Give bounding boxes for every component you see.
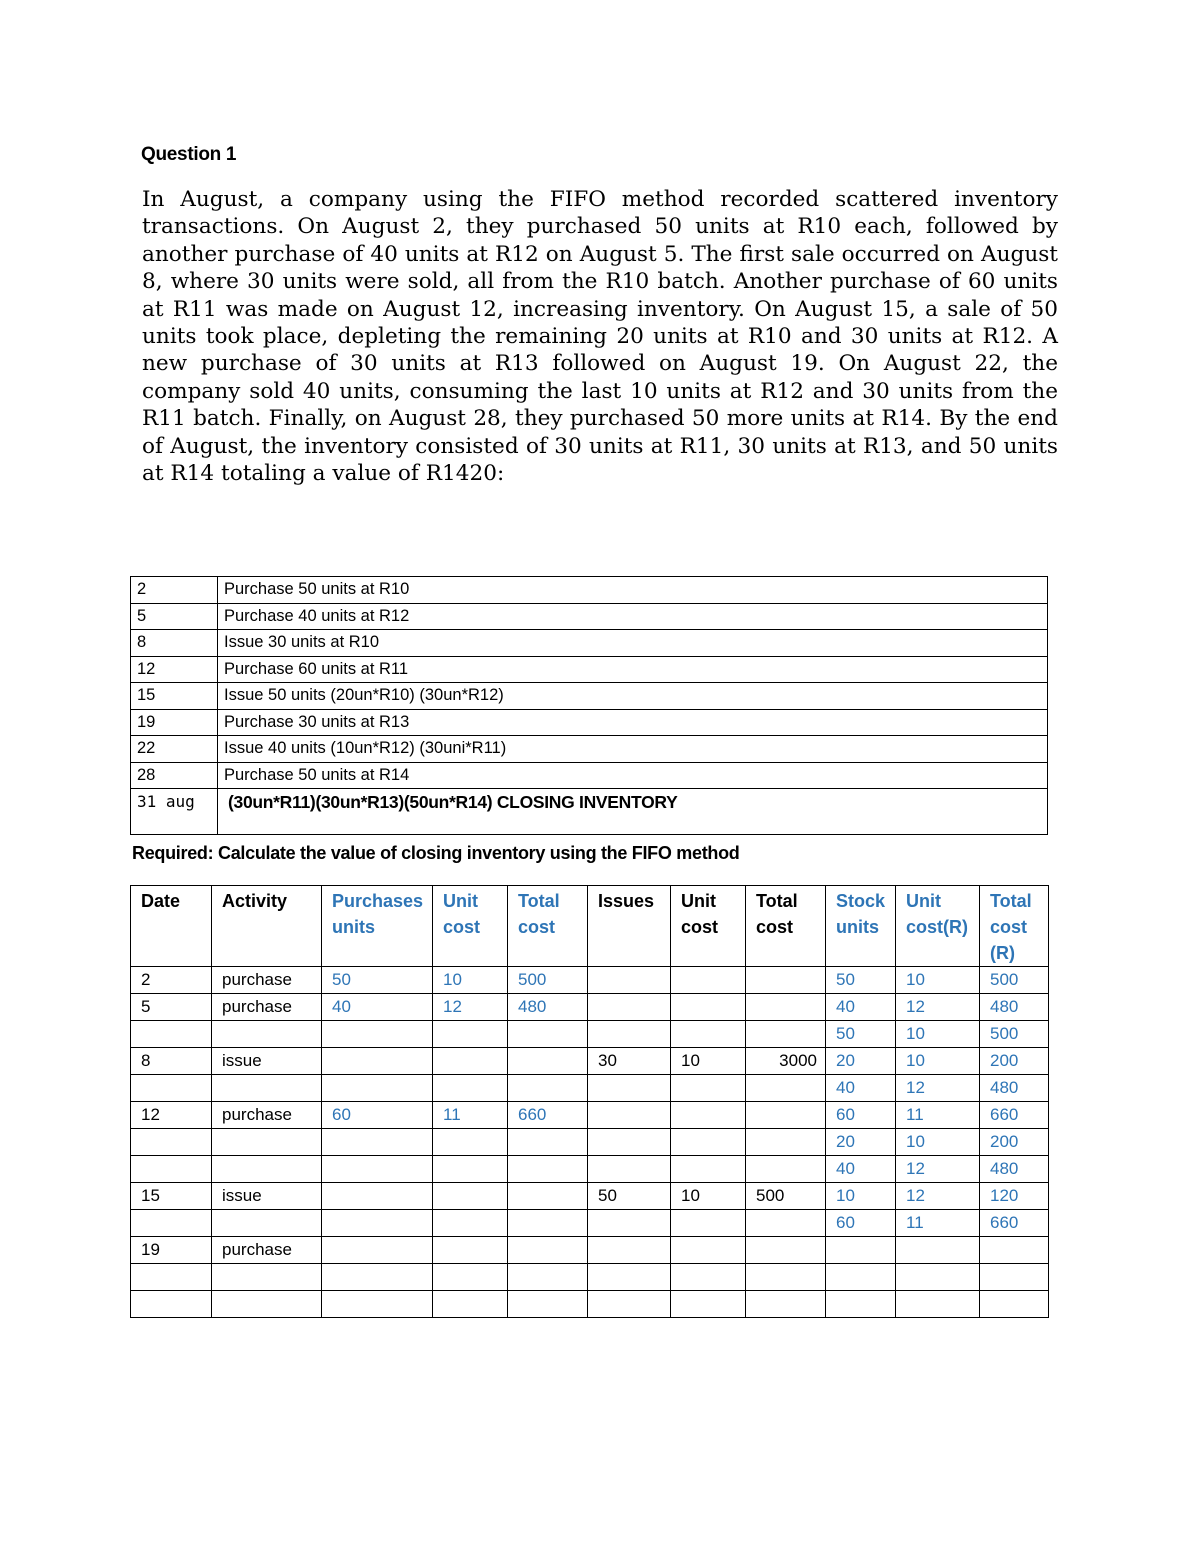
cell-purchases-units [322, 1075, 433, 1102]
cell-issues-units [588, 967, 671, 994]
cell-purchases-units [322, 1264, 433, 1291]
cell-purchases-total-cost [508, 1021, 588, 1048]
cell-issues-unit-cost [671, 1210, 746, 1237]
cell-issues-units [588, 1156, 671, 1183]
cell-date [131, 1129, 212, 1156]
cell-issues-units [588, 1264, 671, 1291]
summary-row [131, 630, 1048, 657]
cell-stock-unit-cost: 12 [896, 1183, 980, 1210]
cell-issues-total-cost [746, 1156, 826, 1183]
cell-activity [212, 1210, 322, 1237]
summary-row [131, 603, 1048, 630]
cell-purchases-total-cost [508, 1183, 588, 1210]
cell-issues-units [588, 1210, 671, 1237]
cell-issues-unit-cost [671, 1075, 746, 1102]
ledger-body [131, 967, 1049, 1318]
cell-purchases-units [322, 1183, 433, 1210]
cell-issues-units [588, 1102, 671, 1129]
cell-activity [212, 1075, 322, 1102]
cell-issues-units: 50 [588, 1183, 671, 1210]
cell-stock-total-cost: 200 [980, 1048, 1049, 1075]
cell-activity [212, 1021, 322, 1048]
summary-day: 15 [131, 683, 218, 710]
cell-activity: purchase [212, 1237, 322, 1264]
cell-purchases-total-cost [508, 1048, 588, 1075]
cell-issues-unit-cost: 10 [671, 1183, 746, 1210]
cell-issues-unit-cost [671, 1264, 746, 1291]
cell-stock-units: 40 [826, 994, 896, 1021]
cell-purchases-unit-cost [433, 1156, 508, 1183]
cell-purchases-unit-cost [433, 1075, 508, 1102]
cell-purchases-total-cost [508, 1156, 588, 1183]
cell-issues-unit-cost [671, 994, 746, 1021]
header-purchases-total-cost: Total cost [508, 886, 588, 967]
cell-issues-units [588, 994, 671, 1021]
transaction-summary-table [130, 576, 1048, 835]
required-instruction: Required: Calculate the value of closing inventory using the FIFO method [132, 843, 740, 863]
cell-stock-unit-cost: 11 [896, 1102, 980, 1129]
summary-activity: Issue 40 units (10un*R12) (30uni*R11) [218, 736, 1048, 763]
cell-issues-total-cost [746, 967, 826, 994]
cell-stock-total-cost [980, 1237, 1049, 1264]
cell-purchases-units: 40 [322, 994, 433, 1021]
ledger-row [131, 1102, 1049, 1129]
cell-purchases-unit-cost [433, 1210, 508, 1237]
header-stock-units: Stock units [826, 886, 896, 967]
summary-day: 12 [131, 656, 218, 683]
cell-date: 12 [131, 1102, 212, 1129]
cell-purchases-unit-cost [433, 1237, 508, 1264]
cell-date [131, 1264, 212, 1291]
cell-date [131, 1291, 212, 1318]
cell-issues-unit-cost [671, 1021, 746, 1048]
cell-purchases-unit-cost [433, 1021, 508, 1048]
summary-closing-row [131, 789, 1048, 835]
cell-stock-total-cost [980, 1264, 1049, 1291]
header-date: Date [131, 886, 212, 967]
cell-purchases-units: 50 [322, 967, 433, 994]
cell-activity: issue [212, 1183, 322, 1210]
cell-purchases-units [322, 1021, 433, 1048]
header-activity: Activity [212, 886, 322, 967]
cell-activity [212, 1129, 322, 1156]
cell-purchases-total-cost [508, 1237, 588, 1264]
fifo-ledger-table [130, 885, 1049, 1318]
summary-day: 2 [131, 577, 218, 604]
summary-activity: Purchase 60 units at R11 [218, 656, 1048, 683]
cell-date [131, 1021, 212, 1048]
header-issues: Issues [588, 886, 671, 967]
cell-issues-total-cost: 3000 [746, 1048, 826, 1075]
cell-stock-unit-cost: 12 [896, 994, 980, 1021]
cell-purchases-units [322, 1237, 433, 1264]
cell-activity [212, 1291, 322, 1318]
header-issues-total-cost: Total cost [746, 886, 826, 967]
header-issues-unit-cost: Unit cost [671, 886, 746, 967]
summary-day: 8 [131, 630, 218, 657]
cell-stock-unit-cost: 10 [896, 967, 980, 994]
cell-purchases-unit-cost [433, 1048, 508, 1075]
cell-purchases-unit-cost: 10 [433, 967, 508, 994]
cell-stock-total-cost: 120 [980, 1183, 1049, 1210]
cell-date: 5 [131, 994, 212, 1021]
cell-issues-units [588, 1021, 671, 1048]
ledger-header-row [131, 886, 1049, 967]
cell-date: 15 [131, 1183, 212, 1210]
summary-activity: Purchase 30 units at R13 [218, 709, 1048, 736]
cell-stock-unit-cost: 12 [896, 1156, 980, 1183]
cell-purchases-total-cost: 660 [508, 1102, 588, 1129]
cell-issues-units: 30 [588, 1048, 671, 1075]
cell-issues-units [588, 1129, 671, 1156]
ledger-row [131, 1129, 1049, 1156]
cell-purchases-units [322, 1129, 433, 1156]
cell-issues-unit-cost [671, 1156, 746, 1183]
cell-date: 2 [131, 967, 212, 994]
ledger-row [131, 1156, 1049, 1183]
cell-date: 19 [131, 1237, 212, 1264]
cell-issues-unit-cost: 10 [671, 1048, 746, 1075]
cell-issues-unit-cost [671, 967, 746, 994]
summary-row [131, 656, 1048, 683]
cell-stock-units: 10 [826, 1183, 896, 1210]
cell-activity: purchase [212, 1102, 322, 1129]
summary-day: 5 [131, 603, 218, 630]
cell-stock-units: 60 [826, 1210, 896, 1237]
summary-activity: Issue 50 units (20un*R10) (30un*R12) [218, 683, 1048, 710]
cell-purchases-total-cost [508, 1291, 588, 1318]
ledger-row [131, 1075, 1049, 1102]
cell-stock-total-cost: 660 [980, 1102, 1049, 1129]
cell-purchases-unit-cost [433, 1183, 508, 1210]
cell-stock-units: 60 [826, 1102, 896, 1129]
cell-stock-unit-cost [896, 1237, 980, 1264]
question-heading: Question 1 [141, 144, 237, 165]
cell-stock-unit-cost [896, 1264, 980, 1291]
summary-row [131, 683, 1048, 710]
cell-purchases-unit-cost: 11 [433, 1102, 508, 1129]
cell-issues-total-cost [746, 1210, 826, 1237]
cell-activity: purchase [212, 967, 322, 994]
cell-stock-unit-cost: 11 [896, 1210, 980, 1237]
cell-stock-unit-cost [896, 1291, 980, 1318]
ledger-row [131, 1210, 1049, 1237]
cell-date [131, 1210, 212, 1237]
cell-issues-unit-cost [671, 1129, 746, 1156]
cell-issues-total-cost [746, 1291, 826, 1318]
cell-purchases-total-cost: 480 [508, 994, 588, 1021]
cell-activity [212, 1264, 322, 1291]
cell-date: 8 [131, 1048, 212, 1075]
ledger-row [131, 1183, 1049, 1210]
cell-purchases-unit-cost: 12 [433, 994, 508, 1021]
ledger-row [131, 1048, 1049, 1075]
summary-row [131, 577, 1048, 604]
header-stock-unit-cost: Unit cost(R) [896, 886, 980, 967]
cell-purchases-total-cost: 500 [508, 967, 588, 994]
cell-issues-unit-cost [671, 1237, 746, 1264]
cell-purchases-total-cost [508, 1210, 588, 1237]
summary-day: 22 [131, 736, 218, 763]
cell-stock-total-cost: 480 [980, 994, 1049, 1021]
cell-stock-total-cost: 500 [980, 967, 1049, 994]
cell-purchases-unit-cost [433, 1291, 508, 1318]
cell-stock-total-cost: 480 [980, 1156, 1049, 1183]
cell-stock-units: 50 [826, 967, 896, 994]
header-stock-total-cost: Total cost (R) [980, 886, 1049, 967]
cell-stock-units [826, 1291, 896, 1318]
cell-issues-total-cost [746, 1021, 826, 1048]
cell-date [131, 1156, 212, 1183]
cell-stock-units [826, 1237, 896, 1264]
question-paragraph: In August, a company using the FIFO method recorded scattered inventory transactions. On August 2, they purchased 50 units at R10 each, followed by another purchase of 40 units at R12 on August 5. The first sale occurred on August 8, where 30 units were sold, all from the R10 batch. Another purchase of 60 units at R11 was made on August 12, increasing inventory. On August 15, a sale of 50 units took place, depleting the remaining 20 units at R10 and 30 units at R12. A new purchase of 30 units at R13 followed on August 19. On August 22, the company sold 40 units, consuming the last 10 units at R12 and 30 units from the R11 batch. Finally, on August 28, they purchased 50 more units at R14. By the end of August, the inventory consisted of 30 units at R11, 30 units at R13, and 50 units at R14 totaling a value of R1420: [142, 187, 1058, 487]
cell-activity [212, 1156, 322, 1183]
cell-stock-units: 40 [826, 1156, 896, 1183]
cell-purchases-unit-cost [433, 1129, 508, 1156]
cell-stock-units: 40 [826, 1075, 896, 1102]
cell-issues-unit-cost [671, 1102, 746, 1129]
cell-issues-units [588, 1075, 671, 1102]
cell-stock-unit-cost: 10 [896, 1021, 980, 1048]
cell-stock-unit-cost: 12 [896, 1075, 980, 1102]
cell-issues-units [588, 1237, 671, 1264]
cell-purchases-total-cost [508, 1129, 588, 1156]
summary-activity: Purchase 40 units at R12 [218, 603, 1048, 630]
cell-purchases-unit-cost [433, 1264, 508, 1291]
ledger-row [131, 1291, 1049, 1318]
ledger-row [131, 1021, 1049, 1048]
cell-issues-total-cost [746, 1102, 826, 1129]
cell-stock-total-cost: 480 [980, 1075, 1049, 1102]
cell-purchases-units [322, 1048, 433, 1075]
cell-purchases-total-cost [508, 1075, 588, 1102]
summary-row [131, 736, 1048, 763]
header-purchases-units: Purchases units [322, 886, 433, 967]
cell-activity: issue [212, 1048, 322, 1075]
cell-issues-total-cost [746, 1264, 826, 1291]
cell-issues-unit-cost [671, 1291, 746, 1318]
cell-stock-unit-cost: 10 [896, 1048, 980, 1075]
summary-day: 19 [131, 709, 218, 736]
cell-issues-total-cost: 500 [746, 1183, 826, 1210]
summary-closing-activity: (30un*R11)(30un*R13)(50un*R14) CLOSING INVENTORY [218, 789, 1048, 835]
ledger-row [131, 1264, 1049, 1291]
cell-issues-total-cost [746, 1129, 826, 1156]
cell-date [131, 1075, 212, 1102]
cell-purchases-units [322, 1291, 433, 1318]
cell-purchases-units: 60 [322, 1102, 433, 1129]
summary-row [131, 762, 1048, 789]
cell-stock-units: 50 [826, 1021, 896, 1048]
cell-issues-units [588, 1291, 671, 1318]
ledger-row [131, 967, 1049, 994]
summary-day: 28 [131, 762, 218, 789]
summary-activity: Purchase 50 units at R10 [218, 577, 1048, 604]
cell-purchases-units [322, 1156, 433, 1183]
cell-purchases-units [322, 1210, 433, 1237]
cell-purchases-total-cost [508, 1264, 588, 1291]
cell-stock-units [826, 1264, 896, 1291]
cell-stock-total-cost: 200 [980, 1129, 1049, 1156]
cell-stock-total-cost [980, 1291, 1049, 1318]
cell-issues-total-cost [746, 994, 826, 1021]
ledger-row [131, 994, 1049, 1021]
cell-issues-total-cost [746, 1075, 826, 1102]
cell-stock-units: 20 [826, 1129, 896, 1156]
summary-activity: Issue 30 units at R10 [218, 630, 1048, 657]
summary-day: 31 aug [131, 789, 218, 835]
ledger-row [131, 1237, 1049, 1264]
cell-stock-total-cost: 500 [980, 1021, 1049, 1048]
summary-activity: Purchase 50 units at R14 [218, 762, 1048, 789]
summary-row [131, 709, 1048, 736]
cell-issues-total-cost [746, 1237, 826, 1264]
cell-stock-total-cost: 660 [980, 1210, 1049, 1237]
header-purchases-unit-cost: Unit cost [433, 886, 508, 967]
cell-activity: purchase [212, 994, 322, 1021]
cell-stock-units: 20 [826, 1048, 896, 1075]
cell-stock-unit-cost: 10 [896, 1129, 980, 1156]
